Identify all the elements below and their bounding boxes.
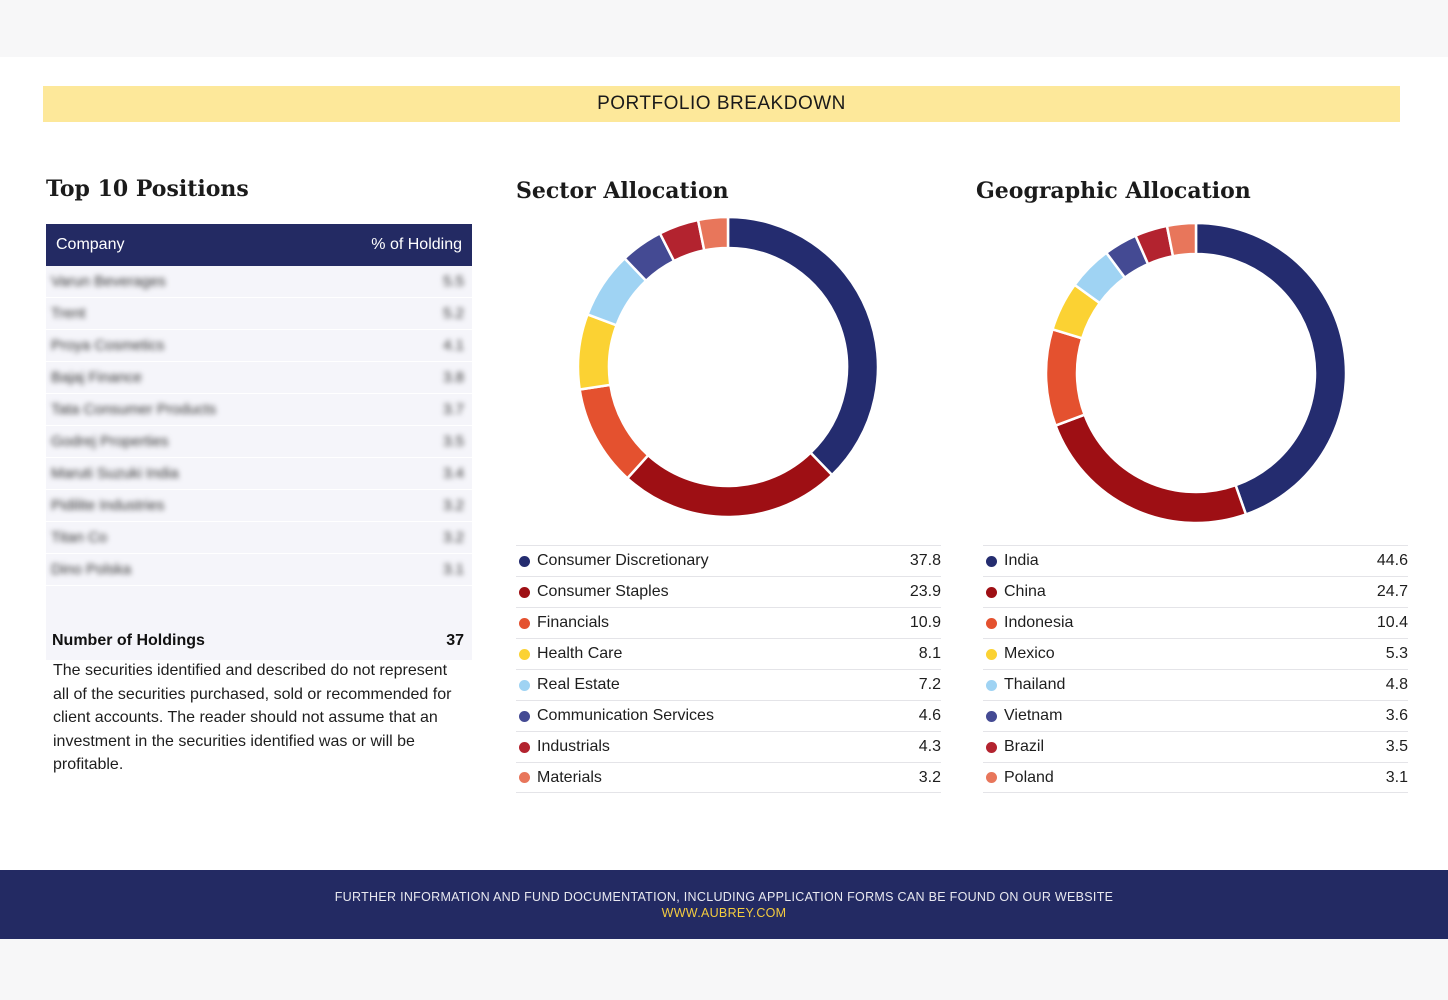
legend-row <box>983 731 1408 762</box>
legend-label: Consumer Staples <box>537 583 669 600</box>
legend-row <box>516 638 941 669</box>
table-row <box>46 490 472 522</box>
legend-value: 10.4 <box>1376 614 1408 631</box>
position-value: 3.5 <box>443 433 464 450</box>
portfolio-breakdown-banner <box>43 86 1400 122</box>
footer <box>0 870 1448 939</box>
legend-row <box>516 607 941 638</box>
legend-entry <box>516 583 669 601</box>
legend-entry <box>516 707 714 725</box>
legend-entry <box>516 676 620 694</box>
legend-row <box>983 700 1408 731</box>
holdings-value: 37 <box>446 632 464 649</box>
legend-entry <box>516 645 622 663</box>
legend-row <box>516 669 941 700</box>
donut-slice-financials <box>580 385 648 478</box>
position-value: 3.8 <box>443 369 464 386</box>
legend-row <box>983 669 1408 700</box>
legend-value: 3.6 <box>1385 707 1408 724</box>
legend-entry <box>983 707 1062 725</box>
position-value: 3.7 <box>443 401 464 418</box>
top10-table <box>46 224 472 660</box>
legend-dot-icon <box>986 680 997 691</box>
table-row <box>46 458 472 490</box>
legend-value: 24.7 <box>1376 583 1408 600</box>
legend-label: Mexico <box>1004 645 1055 662</box>
donut-slice-poland <box>1167 223 1196 256</box>
donut-slice-china <box>1056 415 1246 523</box>
legend-value: 4.6 <box>918 707 941 724</box>
sector-legend <box>516 545 941 793</box>
legend-label: Indonesia <box>1004 614 1074 631</box>
legend-row <box>983 762 1408 793</box>
legend-label: Financials <box>537 614 610 631</box>
legend-entry <box>516 769 602 787</box>
position-company: Maruti Suzuki India <box>51 465 179 482</box>
holdings-label: Number of Holdings <box>52 632 205 649</box>
legend-dot-icon <box>519 649 530 660</box>
legend-label: Poland <box>1004 768 1054 786</box>
legend-label: Vietnam <box>1004 707 1063 724</box>
legend-value: 23.9 <box>909 583 941 600</box>
col-holding: % of Holding <box>371 236 462 253</box>
legend-entry <box>983 583 1046 601</box>
legend-label: Real Estate <box>537 676 620 693</box>
legend-label: Communication Services <box>537 707 714 724</box>
table-spacer <box>46 586 472 622</box>
legend-row <box>983 576 1408 607</box>
legend-row <box>516 545 941 576</box>
disclaimer-text: The securities identified and described do not represent all of the securities purchased, sold or recommended for client accounts. The reader should not assume that an investment in the securities identified was or will be profitable. <box>53 662 452 773</box>
legend-row <box>516 762 941 793</box>
legend-dot-icon <box>986 556 997 567</box>
donut-slice-indonesia <box>1046 329 1085 425</box>
donut-slice-health-care <box>578 314 617 389</box>
col-company: Company <box>56 236 125 253</box>
position-company: Varun Beverages <box>51 273 166 290</box>
position-company: Titan Co <box>51 529 108 546</box>
legend-row <box>983 607 1408 638</box>
position-value: 4.1 <box>443 337 464 354</box>
legend-label: Brazil <box>1004 738 1045 755</box>
legend-dot-icon <box>519 772 530 783</box>
legend-value: 7.2 <box>918 676 941 693</box>
legend-value: 44.6 <box>1376 552 1408 569</box>
table-row <box>46 298 472 330</box>
legend-entry <box>983 676 1065 694</box>
donut-slice-consumer-discretionary <box>728 217 878 475</box>
banner-title: PORTFOLIO BREAKDOWN <box>597 93 846 114</box>
top10-title: Top 10 Positions <box>46 176 249 202</box>
legend-label: Industrials <box>537 738 610 755</box>
legend-dot-icon <box>519 711 530 722</box>
legend-dot-icon <box>519 587 530 598</box>
table-row <box>46 554 472 586</box>
sector-donut-chart <box>576 215 880 519</box>
legend-dot-icon <box>519 618 530 629</box>
table-row <box>46 522 472 554</box>
number-of-holdings-row <box>46 622 472 660</box>
legend-label: India <box>1004 552 1039 569</box>
legend-value: 8.1 <box>918 645 941 662</box>
donut-slice-consumer-staples <box>627 453 832 517</box>
legend-entry <box>516 738 610 756</box>
legend-label: Consumer Discretionary <box>537 552 709 569</box>
position-value: 3.1 <box>443 561 464 578</box>
legend-label: China <box>1004 583 1046 600</box>
sector-title: Sector Allocation <box>516 178 729 204</box>
legend-dot-icon <box>986 711 997 722</box>
legend-row <box>516 700 941 731</box>
top10-table-header <box>46 224 472 266</box>
legend-row <box>516 731 941 762</box>
legend-label: Thailand <box>1004 676 1066 693</box>
legend-row <box>516 576 941 607</box>
legend-dot-icon <box>986 618 997 629</box>
legend-entry <box>516 614 609 632</box>
table-row <box>46 426 472 458</box>
position-value: 3.4 <box>443 465 464 482</box>
position-value: 5.5 <box>443 273 464 290</box>
legend-row <box>983 638 1408 669</box>
portfolio-page <box>0 57 1448 939</box>
legend-entry <box>983 769 1054 787</box>
legend-dot-icon <box>986 742 997 753</box>
geo-title: Geographic Allocation <box>976 178 1251 204</box>
donut-slice-materials <box>698 217 728 250</box>
legend-value: 3.2 <box>918 768 941 786</box>
legend-label: Health Care <box>537 645 623 662</box>
legend-value: 3.1 <box>1385 768 1408 786</box>
position-value: 5.2 <box>443 305 464 322</box>
legend-dot-icon <box>519 742 530 753</box>
legend-dot-icon <box>986 649 997 660</box>
footer-info-text: FURTHER INFORMATION AND FUND DOCUMENTATION, INCLUDING APPLICATION FORMS CAN BE FOUND ON OUR WEBSITE <box>334 889 1114 904</box>
position-company: Proya Cosmetics <box>51 337 165 354</box>
position-company: Bajaj Finance <box>51 369 142 386</box>
position-company: Trent <box>51 305 86 322</box>
legend-dot-icon <box>519 556 530 567</box>
footer-website-link[interactable]: WWW.AUBREY.COM <box>661 905 787 920</box>
legend-value: 4.3 <box>918 738 941 755</box>
legend-value: 37.8 <box>909 552 941 569</box>
table-row <box>46 394 472 426</box>
donut-slice-india <box>1196 223 1346 514</box>
legend-entry <box>983 614 1073 632</box>
position-value: 3.2 <box>443 529 464 546</box>
table-row <box>46 330 472 362</box>
legend-dot-icon <box>986 772 997 783</box>
legend-label: Materials <box>537 768 602 786</box>
legend-entry <box>983 552 1039 570</box>
position-value: 3.2 <box>443 497 464 514</box>
legend-value: 4.8 <box>1385 676 1408 693</box>
table-row <box>46 266 472 298</box>
geo-legend <box>983 545 1408 793</box>
top10-table-body <box>46 266 472 622</box>
legend-entry <box>516 552 709 570</box>
table-row <box>46 362 472 394</box>
legend-value: 5.3 <box>1385 645 1408 662</box>
legend-dot-icon <box>986 587 997 598</box>
legend-row <box>983 545 1408 576</box>
legend-dot-icon <box>519 680 530 691</box>
legend-entry <box>983 738 1044 756</box>
geo-donut-chart <box>1044 221 1348 525</box>
position-company: Godrej Properties <box>51 433 169 450</box>
position-company: Pidilite Industries <box>51 497 165 514</box>
legend-value: 3.5 <box>1385 738 1408 755</box>
legend-entry <box>983 645 1055 663</box>
position-company: Dino Polska <box>51 561 132 578</box>
legend-value: 10.9 <box>909 614 941 631</box>
position-company: Tata Consumer Products <box>51 401 217 418</box>
